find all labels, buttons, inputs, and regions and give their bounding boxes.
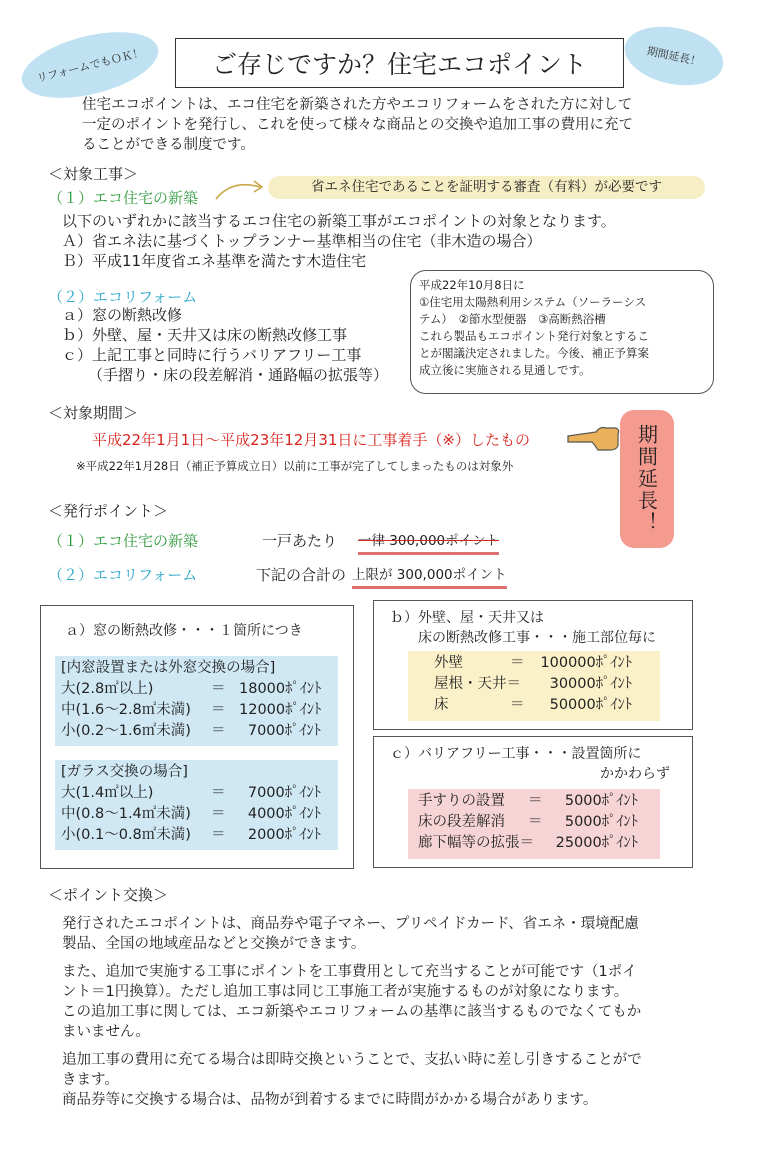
page-title [175, 38, 624, 88]
window-insulation-box [40, 605, 354, 869]
part-label: 屋根・天井＝ [434, 676, 521, 692]
new-build-a: Ａ）省エネ法に基づくトップランナー基準相当の住宅（非木造の場合） [62, 232, 542, 250]
curved-arrow-icon [212, 175, 272, 205]
new-build-label: （１）エコ住宅の新築 [48, 189, 199, 207]
equals: ＝ [211, 681, 226, 697]
box-c-title1: ｃ）バリアフリー工事・・・設置箇所に [390, 746, 642, 762]
points-value: 30000ﾎﾟｲﾝﾄ [549, 676, 632, 692]
intro-line: 住宅エコポイントは、エコ住宅を新築された方やエコリフォームをされた方に対して [82, 97, 633, 113]
box-c-row [408, 833, 660, 854]
box-b-title1: ｂ）外壁、屋・天井又は [390, 610, 544, 626]
new-build-desc: 以下のいずれかに該当するエコ住宅の新築工事がエコポイントの対象となります。 [62, 212, 616, 230]
note-line: ①住宅用太陽熱利用システム（ソーラーシス [419, 295, 647, 309]
box-a-row [55, 700, 338, 721]
equals: ＝ [528, 814, 543, 830]
exchange-line: きます。 [62, 1072, 119, 1088]
points-value: 50000ﾎﾟｲﾝﾄ [549, 697, 632, 713]
wall-insulation-box [373, 600, 693, 730]
note-line: テム） ②節水型便器 ③高断熱浴槽 [419, 312, 606, 326]
equals: ＝ [510, 697, 525, 713]
period-note: ※平成22年1月28日（補正予算成立日）以前に工事が完了してしまったものは対象外 [76, 459, 514, 473]
box-b-title2: 床の断熱改修工事・・・施工部位毎に [418, 630, 656, 646]
box-b-panel [408, 651, 660, 721]
intro-line: ることができる制度です。 [82, 137, 255, 153]
size-label: 小(0.1～0.8㎡未満) [61, 827, 191, 843]
exchange-line: まいません。 [62, 1024, 150, 1040]
exchange-p3 [62, 1050, 642, 1110]
barrier-free-box [373, 736, 693, 868]
exchange-p2 [62, 962, 641, 1042]
points-value: 100000ﾎﾟｲﾝﾄ [540, 655, 632, 671]
target-work-heading: ＜対象工事＞ [48, 165, 139, 183]
points-reform-label: （２）エコリフォーム [48, 566, 198, 584]
period-heading: ＜対象期間＞ [48, 404, 139, 422]
new-build-b: Ｂ）平成11年度省エネ基準を満たす木造住宅 [62, 252, 367, 270]
reform-a: ａ）窓の断熱改修 [62, 306, 183, 324]
period-main: 平成22年1月1日～平成23年12月31日に工事着手（※）したもの [92, 431, 531, 449]
note-line: 成立後に実施される見通しです。 [419, 363, 591, 377]
box-a-title: ａ）窓の断熱改修・・・１箇所につき [65, 623, 303, 639]
points-reform-value: 上限が 300,000ポイント [352, 566, 507, 589]
size-label: 大(1.4㎡以上) [61, 785, 154, 801]
box-a-row [55, 825, 338, 846]
reform-c-detail: （手摺り・床の段差解消・通路幅の拡張等） [88, 366, 389, 384]
bubble-right-text: 期間延長！ [645, 44, 703, 69]
points-value: 4000ﾎﾟｲﾝﾄ [247, 806, 321, 822]
work-label: 廊下幅等の拡張＝ [418, 835, 534, 851]
box-a-group2 [55, 760, 338, 850]
exchange-line: また、追加で実施する工事にポイントを工事費用として充当することが可能です（1ポイ [62, 964, 637, 980]
exchange-line: 商品券等に交換する場合は、品物が到着するまでに時間がかかる場合があります。 [62, 1092, 598, 1108]
period-extension-badge [620, 410, 674, 548]
points-heading: ＜発行ポイント＞ [48, 502, 169, 520]
period-extension-text: 期間延長！ [634, 424, 659, 534]
box-b-row [408, 695, 660, 716]
points-value: 25000ﾎﾟｲﾝﾄ [555, 835, 638, 851]
box-b-row [408, 674, 660, 695]
exchange-line: ント＝1円換算）。ただし追加工事は同じ工事施工者が実施するものが対象になります。 [62, 984, 629, 1000]
size-label: 中(0.8～1.4㎡未満) [61, 806, 191, 822]
new-build-callout-text: 省エネ住宅であることを証明する審査（有料）が必要です [311, 179, 662, 195]
box-a-row [55, 783, 338, 804]
part-label: 床 [434, 697, 449, 713]
box-c-row [408, 791, 660, 812]
points-value: 7000ﾎﾟｲﾝﾄ [247, 785, 321, 801]
exchange-heading: ＜ポイント交換＞ [48, 886, 169, 904]
box-b-row [408, 653, 660, 674]
box-c-panel [408, 789, 660, 859]
equals: ＝ [211, 827, 226, 843]
points-new-label: （１）エコ住宅の新築 [48, 532, 199, 550]
page-title-text: ご存じですか？住宅エコポイント [211, 50, 587, 79]
size-label: 大(2.8㎡以上) [61, 681, 154, 697]
exchange-line: 製品、全国の地域産品などと交換ができます。 [62, 936, 366, 952]
equals: ＝ [528, 793, 543, 809]
points-value: 18000ﾎﾟｲﾝﾄ [239, 681, 322, 697]
box-a-row [55, 804, 338, 825]
note-line: とが閣議決定されました。今後、補正予算案 [419, 346, 649, 360]
box-a-group1-title: [内窓設置または外窓交換の場合] [61, 660, 276, 676]
reform-b: ｂ）外壁、屋・天井又は床の断熱改修工事 [62, 326, 348, 344]
note-line: これら製品もエコポイント発行対象とするこ [419, 329, 649, 343]
pointing-hand-icon [566, 420, 622, 454]
equals: ＝ [211, 806, 226, 822]
box-a-row [55, 679, 338, 700]
size-label: 中(1.6～2.8㎡未満) [61, 702, 191, 718]
points-value: 5000ﾎﾟｲﾝﾄ [564, 814, 638, 830]
part-label: 外壁 [434, 655, 463, 671]
box-c-row [408, 812, 660, 833]
box-a-group1 [55, 656, 338, 746]
box-a-row [55, 721, 338, 742]
reform-c: ｃ）上記工事と同時に行うバリアフリー工事 [62, 346, 362, 364]
bubble-left-text: リフォームでもＯＫ！ [35, 45, 145, 86]
bubble-right [619, 18, 728, 94]
points-new-value: 一律 300,000ポイント [358, 532, 499, 555]
exchange-line: この追加工事に関しては、エコ新築やエコリフォームの基準に該当するものでなくてもか [62, 1004, 642, 1020]
size-label: 小(0.2～1.6㎡未満) [61, 723, 191, 739]
points-reform-prefix: 下記の合計の [256, 566, 347, 584]
points-value: 12000ﾎﾟｲﾝﾄ [239, 702, 322, 718]
points-new-unit: 一戸あたり [262, 532, 338, 550]
points-value: 2000ﾎﾟｲﾝﾄ [247, 827, 321, 843]
cabinet-decision-note [410, 270, 714, 394]
equals: ＝ [510, 655, 525, 671]
intro [82, 95, 633, 155]
box-a-group2-title: [ガラス交換の場合] [61, 764, 188, 780]
points-value: 5000ﾎﾟｲﾝﾄ [564, 793, 638, 809]
intro-line: 一定のポイントを発行し、これを使って様々な商品との交換や追加工事の費用に充て [82, 117, 633, 133]
equals: ＝ [211, 723, 226, 739]
new-build-callout [268, 176, 705, 199]
work-label: 手すりの設置 [418, 793, 505, 809]
points-value: 7000ﾎﾟｲﾝﾄ [247, 723, 321, 739]
box-c-title2: かかわらず [600, 766, 670, 782]
exchange-p1 [62, 914, 639, 954]
work-label: 床の段差解消 [418, 814, 505, 830]
note-line: 平成22年10月8日に [419, 278, 525, 292]
equals: ＝ [211, 702, 226, 718]
exchange-line: 発行されたエコポイントは、商品券や電子マネー、プリペイドカード、省エネ・環境配慮 [62, 916, 639, 932]
reform-label: （２）エコリフォーム [48, 288, 198, 306]
equals: ＝ [211, 785, 226, 801]
exchange-line: 追加工事の費用に充てる場合は即時交換ということで、支払い時に差し引きすることがで [62, 1052, 642, 1068]
